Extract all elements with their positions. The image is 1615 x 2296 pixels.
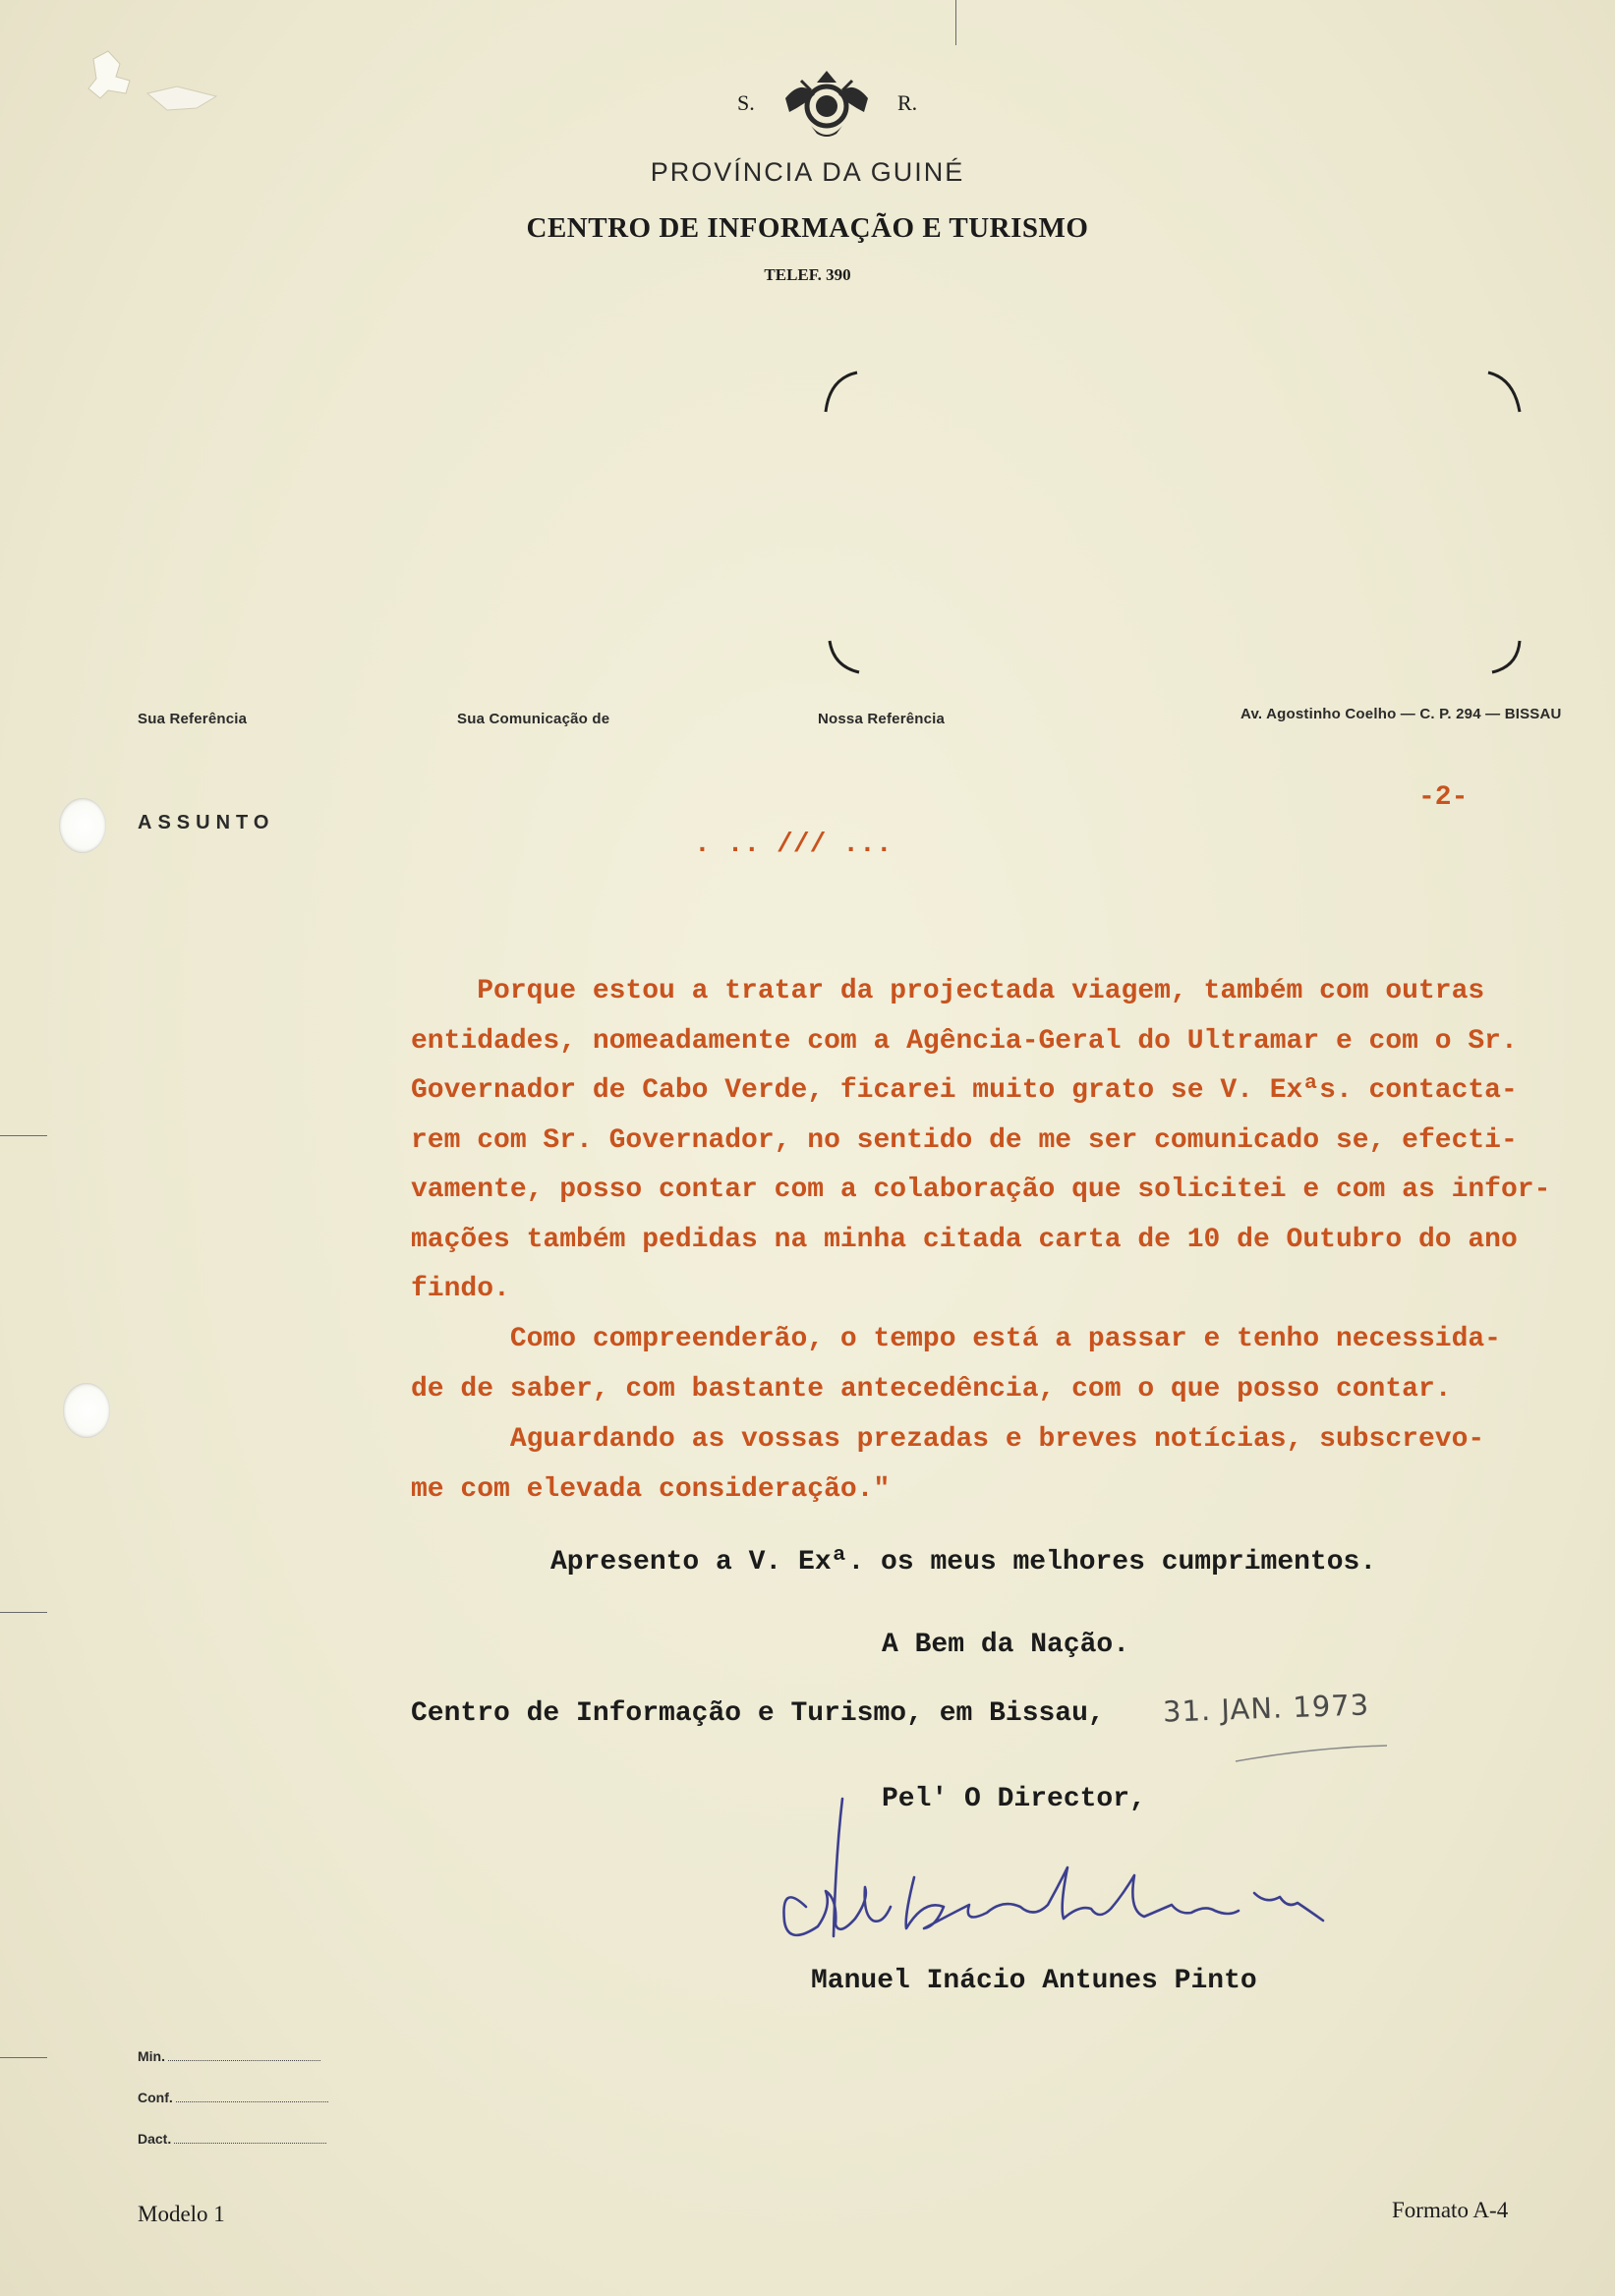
- body-paragraph-2: [411, 1315, 1610, 1414]
- body-line: Governador de Cabo Verde, ficarei muito grato se V. Exªs. contacta-: [411, 1075, 1518, 1106]
- address-line: Av. Agostinho Coelho — C. P. 294 — BISSAU: [1240, 706, 1562, 722]
- nossa-referencia-label: Nossa Referência: [818, 711, 946, 727]
- closing-location: Centro de Informação e Turismo, em Bissau,: [411, 1698, 1105, 1729]
- top-center-mark: [955, 0, 956, 45]
- crest-row: [0, 69, 1615, 147]
- body-paragraph-3: [411, 1415, 1610, 1515]
- window-corner-mark: [826, 637, 865, 676]
- body-line: de de saber, com bastante antecedência, com o que posso contar.: [411, 1373, 1452, 1405]
- handwritten-signature: [767, 1789, 1376, 1956]
- body-paragraph-1: [411, 967, 1610, 1315]
- body-line: Porque estou a tratar da projectada viagem, também com outras: [411, 976, 1485, 1006]
- body-line: entidades, nomeadamente com a Agência-Geral do Ultramar e com o Sr.: [411, 1025, 1518, 1057]
- office-dact-label: Dact.: [138, 2131, 172, 2147]
- closing-motto: A Bem da Nação.: [882, 1630, 1130, 1660]
- closing-greeting: Apresento a V. Exª. os meus melhores cumprimentos.: [550, 1547, 1377, 1578]
- crest-letter-r: R.: [897, 90, 918, 115]
- fold-mark: [0, 2057, 47, 2058]
- body-line: vamente, posso contar com a colaboração que solicitei e com as infor-: [411, 1175, 1551, 1205]
- coat-of-arms-icon: [781, 69, 872, 144]
- sua-referencia-label: Sua Referência: [138, 711, 248, 727]
- continuation-mark: . .. /// ...: [694, 830, 893, 860]
- institution-heading: CENTRO DE INFORMAÇÃO E TURISMO: [526, 212, 1089, 244]
- page-number: -2-: [1418, 782, 1469, 813]
- body-line: Como compreenderão, o tempo está a passar e tenho necessida-: [411, 1324, 1501, 1354]
- model-label: Modelo 1: [138, 2202, 225, 2226]
- fold-mark: [0, 1612, 47, 1613]
- punch-hole-top: [59, 798, 106, 853]
- province-heading: PROVÍNCIA DA GUINÉ: [650, 157, 965, 187]
- body-line: rem com Sr. Governador, no sentido de me ser comunicado se, efecti-: [411, 1124, 1518, 1156]
- office-min-label: Min.: [138, 2048, 165, 2064]
- date-underline: [1234, 1742, 1391, 1765]
- assunto-label: ASSUNTO: [138, 812, 275, 833]
- on-behalf-line: Pel' O Director,: [882, 1784, 1146, 1814]
- body-line: mações também pedidas na minha citada carta de 10 de Outubro do ano: [411, 1224, 1518, 1255]
- body-line: findo.: [411, 1274, 510, 1304]
- window-corner-mark: [1484, 369, 1524, 414]
- telephone-line: TELEF. 390: [764, 265, 851, 284]
- date-stamp: 31. JAN. 1973: [1162, 1688, 1370, 1729]
- sua-comunicacao-label: Sua Comunicação de: [457, 711, 610, 727]
- body-line: Aguardando as vossas prezadas e breves notícias, subscrevo-: [411, 1424, 1485, 1455]
- office-min-line: [138, 2048, 320, 2064]
- office-dact-line: [138, 2131, 326, 2147]
- window-corner-mark: [822, 369, 861, 414]
- office-conf-line: [138, 2090, 328, 2105]
- office-conf-label: Conf.: [138, 2090, 173, 2105]
- fold-mark: [0, 1135, 47, 1136]
- body-line: me com elevada consideração.": [411, 1473, 891, 1505]
- crest-letter-s: S.: [737, 90, 755, 115]
- signatory-name: Manuel Inácio Antunes Pinto: [811, 1966, 1257, 1996]
- window-corner-mark: [1486, 637, 1526, 676]
- format-label: Formato A-4: [1392, 2198, 1509, 2222]
- punch-hole-bottom: [63, 1383, 110, 1438]
